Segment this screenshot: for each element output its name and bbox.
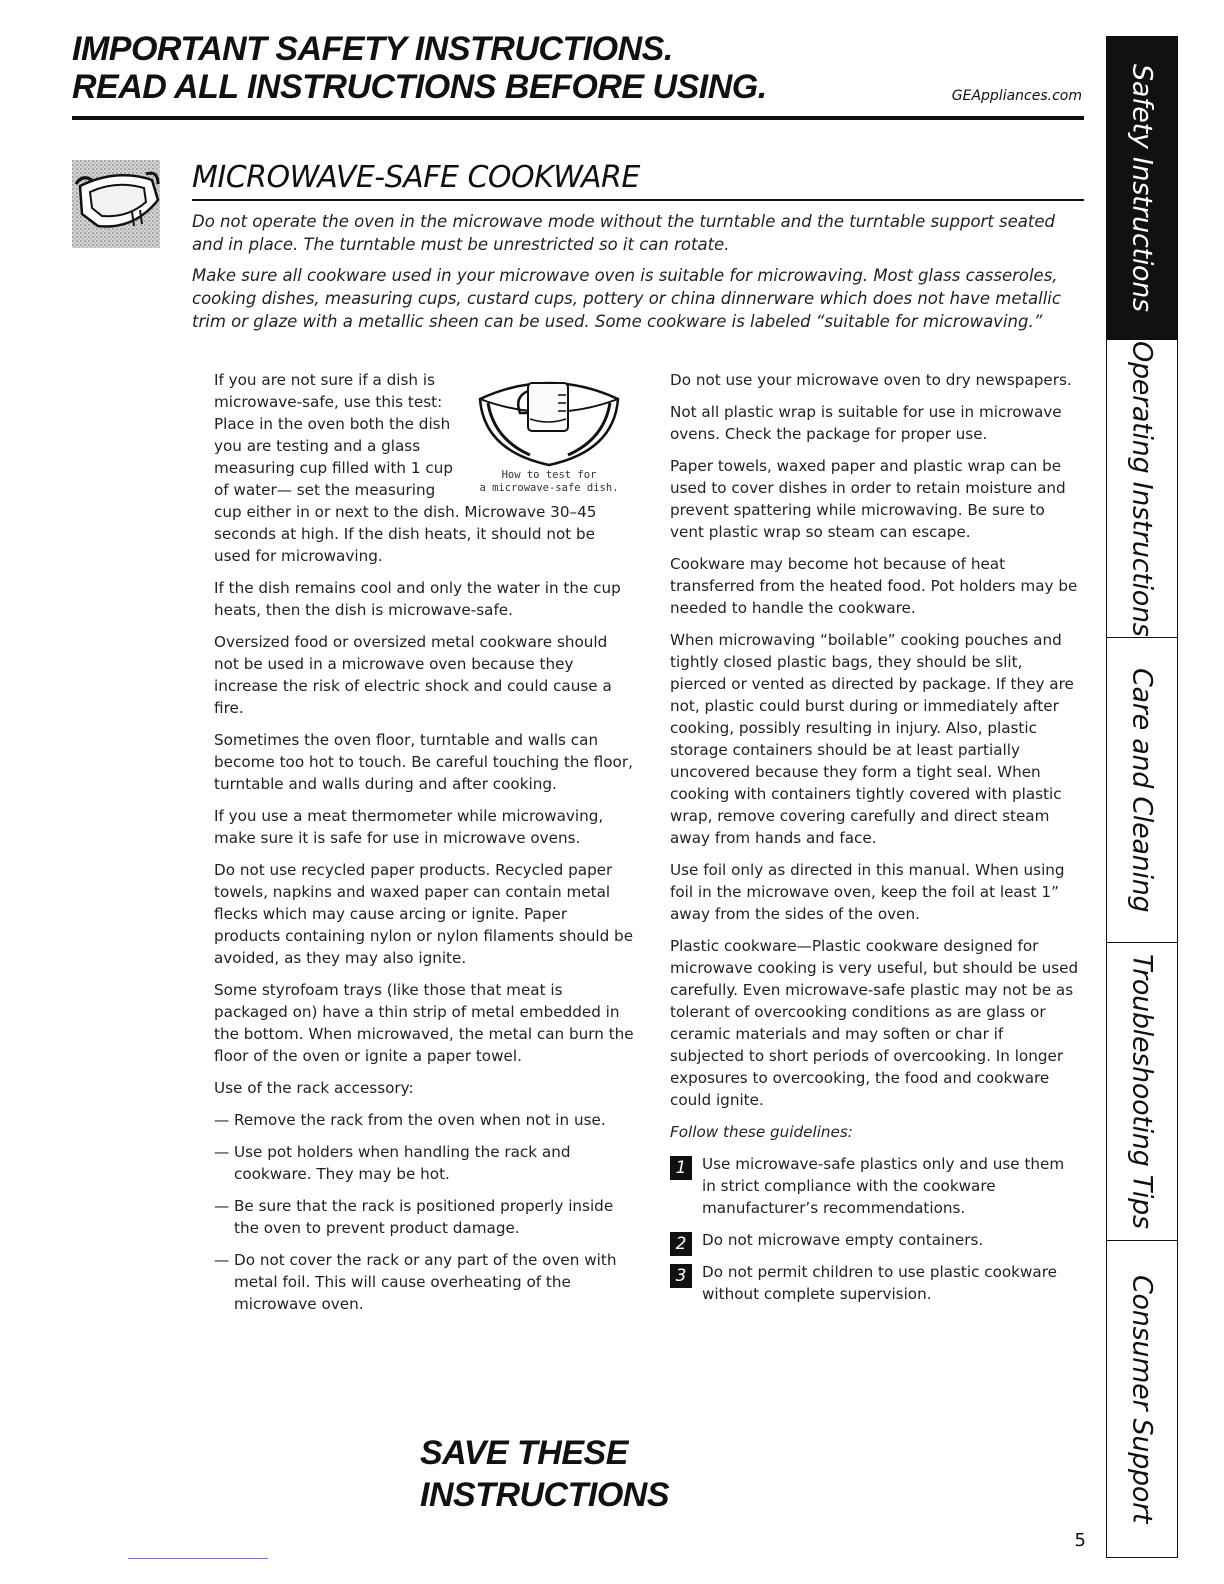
body-paragraph: If you use a meat thermometer while microwaving, make sure it is safe for use in microwave ovens.	[214, 807, 604, 847]
figure-caption: How to test for a microwave-safe dish.	[479, 469, 619, 494]
section-tabs	[1106, 36, 1178, 1558]
header-title-line-1: IMPORTANT SAFETY INSTRUCTIONS.	[72, 30, 673, 68]
body-paragraph: Cookware may become hot because of heat transferred from the heated food. Pot holders may be needed to handle the cookware.	[670, 555, 1078, 617]
footer-link-underline	[128, 1558, 268, 1559]
step-number-badge: 2	[670, 1232, 692, 1256]
guideline-item	[670, 1153, 1082, 1219]
section-intro	[192, 210, 1084, 341]
body-paragraph: Use foil only as directed in this manual. When using foil in the microwave oven, keep the foil at least 1” away from the sides of the oven.	[670, 861, 1065, 923]
step-number-badge: 3	[670, 1264, 692, 1288]
body-paragraph: Sometimes the oven floor, turntable and walls can become too hot to touch. Be careful touching the floor, turntable and walls during and after cooking.	[214, 731, 633, 793]
guideline-text: Use microwave-safe plastics only and use them in strict compliance with the cookware manufacturer’s recommendations.	[702, 1155, 1065, 1217]
tab-label: Care and Cleaning	[1126, 667, 1158, 913]
dish-test-figure	[464, 369, 634, 495]
body-paragraph: Plastic cookware—Plastic cookware designed for microwave cooking is very useful, but should be used carefully. Even microwave-safe plastic may not be as tolerant of overcooking conditions as are glass or ceramic materials and may soften or char if subjected to short periods of overcooking. In longer exposures to overcooking, the food and cookware could ignite.	[670, 937, 1079, 1109]
section-divider	[192, 199, 1084, 201]
tab-label: Operating Instructions	[1126, 340, 1158, 637]
intro-paragraph: Do not operate the oven in the microwave mode without the turntable and the turntable support seated and in place. The turntable must be unrestricted so it can rotate.	[192, 212, 1056, 254]
body-paragraph: If the dish remains cool and only the water in the cup heats, then the dish is microwave-safe.	[214, 579, 621, 619]
guideline-item	[670, 1229, 1082, 1254]
body-paragraph: Some styrofoam trays (like those that meat is packaged on) have a thin strip of metal embedded in the bottom. When microwaved, the metal can burn the floor of the oven or ignite a paper towel.	[214, 981, 634, 1065]
header-title-line-2: READ ALL INSTRUCTIONS BEFORE USING.	[72, 68, 767, 106]
intro-paragraph: Make sure all cookware used in your microwave oven is suitable for microwaving. Most glass casseroles, cooking dishes, measuring cups, custard cups, pottery or china dinnerware which does not have metallic trim or glaze with a metallic sheen can be used. Some cookware is labeled “suitable for microwaving.”	[192, 266, 1061, 331]
guideline-text: Do not microwave empty containers.	[702, 1231, 984, 1249]
tab-troubleshooting-tips[interactable]	[1107, 942, 1177, 1240]
body-paragraph: Paper towels, waxed paper and plastic wrap can be used to cover dishes in order to retain moisture and prevent spattering while microwaving. Be sure to vent plastic wrap so steam can escape.	[670, 457, 1066, 541]
rack-list-item: — Do not cover the rack or any part of the oven with metal foil. This will cause overheating of the microwave oven.	[214, 1251, 617, 1313]
guideline-text: Do not permit children to use plastic cookware without complete supervision.	[702, 1263, 1057, 1303]
guidelines-heading: Follow these guidelines:	[670, 1123, 853, 1141]
tab-label: Safety Instructions	[1126, 64, 1158, 312]
body-paragraph: When microwaving “boilable” cooking pouches and tightly closed plastic bags, they should be slit, pierced or vented as directed by package. If they are not, plastic could burst during or immediately after cooking, possibly resulting in injury. Also, plastic storage containers should be at least partially uncovered because they form a tight seal. When cooking with containers tightly covered with plastic wrap, remove covering carefully and direct steam away from hands and face.	[670, 631, 1074, 847]
tab-label: Troubleshooting Tips	[1126, 954, 1158, 1229]
tab-operating-instructions[interactable]	[1107, 339, 1177, 637]
website-link[interactable]: GEAppliances.com	[951, 88, 1082, 104]
tab-safety-instructions[interactable]	[1107, 37, 1177, 339]
rack-list-item: — Remove the rack from the oven when not in use.	[214, 1111, 606, 1129]
header-divider	[72, 116, 1084, 120]
dish-test-paragraph: If you are not sure if a dish is microwave-safe, use this test: Place in the oven both the dish you are testing and a glass measuring cup filled with 1 cup of water— set the measuring cup either in or next to the dish. Microwave 30–45 seconds at high. If the dish heats, it should not be used for microwaving.	[214, 371, 597, 565]
tab-label: Consumer Support	[1126, 1274, 1158, 1524]
tab-care-and-cleaning[interactable]	[1107, 637, 1177, 942]
page-header-title	[72, 30, 767, 106]
step-number-badge: 1	[670, 1156, 692, 1180]
body-paragraph: Do not use your microwave oven to dry newspapers.	[670, 371, 1072, 389]
body-paragraph: Oversized food or oversized metal cookware should not be used in a microwave oven because they increase the risk of electric shock and could cause a fire.	[214, 633, 612, 717]
save-instructions-banner: SAVE THESE INSTRUCTIONS	[420, 1434, 669, 1514]
page-number: 5	[1074, 1530, 1086, 1551]
section-title: MICROWAVE-SAFE COOKWARE	[192, 160, 640, 195]
body-paragraph: Do not use recycled paper products. Recycled paper towels, napkins and waxed paper can contain metal flecks which may cause arcing or ignite. Paper products containing nylon or nylon filaments should be avoided, as they may also ignite.	[214, 861, 634, 967]
guideline-item	[670, 1261, 1082, 1305]
rack-list-item: — Use pot holders when handling the rack and cookware. They may be hot.	[214, 1143, 571, 1183]
measuring-cup-in-bowl-icon	[474, 369, 624, 469]
rack-list-item: — Be sure that the rack is positioned properly inside the oven to prevent product damage.	[214, 1197, 614, 1237]
right-column	[670, 369, 1082, 1315]
rack-accessory-heading: Use of the rack accessory:	[214, 1079, 414, 1097]
cookware-dish-icon	[72, 160, 160, 248]
left-column	[214, 369, 634, 1325]
tab-consumer-support[interactable]	[1107, 1240, 1177, 1557]
body-paragraph: Not all plastic wrap is suitable for use in microwave ovens. Check the package for proper use.	[670, 403, 1062, 443]
